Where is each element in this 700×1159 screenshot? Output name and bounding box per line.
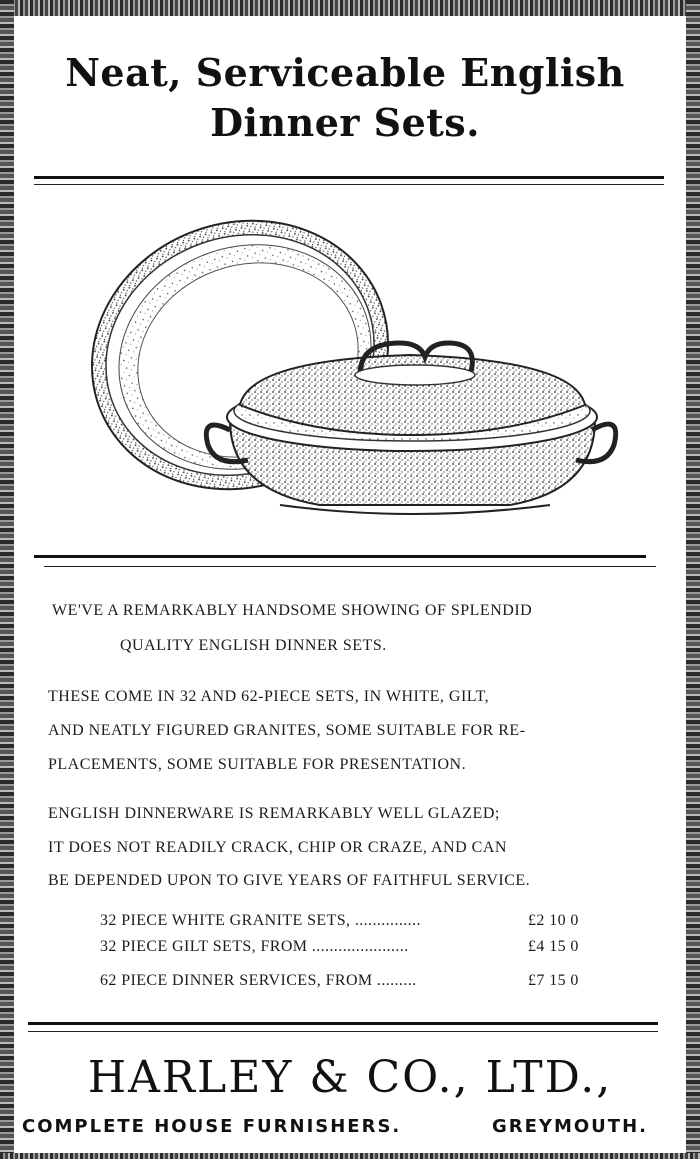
glaze-line-1: ENGLISH DINNERWARE IS REMARKABLY WELL GLAZED; bbox=[48, 805, 500, 822]
company-town: GREYMOUTH. bbox=[492, 1116, 648, 1137]
ornamental-border-left bbox=[0, 0, 14, 1159]
rule-top-thin bbox=[34, 184, 664, 185]
ornamental-border-bottom bbox=[0, 1153, 700, 1159]
rule-top-thick bbox=[34, 176, 664, 179]
intro-line-2: QUALITY ENGLISH DINNER SETS. bbox=[120, 637, 387, 654]
price-label: 32 PIECE GILT SETS, FROM ...................... bbox=[100, 938, 409, 955]
sets-line-1: THESE COME IN 32 AND 62-PIECE SETS, IN WHITE, GILT, bbox=[48, 688, 490, 705]
ornamental-border-top bbox=[0, 0, 700, 16]
company-name: HARLEY & CO., LTD., bbox=[87, 1052, 613, 1103]
dinner-set-illustration bbox=[80, 205, 640, 525]
price-amount: £7 15 0 bbox=[528, 972, 579, 989]
sets-line-3: PLACEMENTS, SOME SUITABLE FOR PRESENTATION. bbox=[48, 756, 467, 773]
ornamental-border-right bbox=[686, 0, 700, 1159]
price-label: 62 PIECE DINNER SERVICES, FROM ......... bbox=[100, 972, 417, 989]
intro-line-1: WE'VE A REMARKABLY HANDSOME SHOWING OF SPLENDID bbox=[52, 602, 533, 619]
company-tagline: COMPLETE HOUSE FURNISHERS. bbox=[22, 1116, 402, 1137]
price-label: 32 PIECE WHITE GRANITE SETS, ............... bbox=[100, 912, 421, 929]
price-amount: £2 10 0 bbox=[528, 912, 579, 929]
glaze-line-2: IT DOES NOT READILY CRACK, CHIP OR CRAZE, AND CAN bbox=[48, 839, 507, 856]
rule-bottom-thin bbox=[28, 1031, 658, 1032]
rule-middle-thin bbox=[44, 566, 656, 567]
rule-middle-thick bbox=[34, 555, 646, 558]
price-amount: £4 15 0 bbox=[528, 938, 579, 955]
headline-line-2: Dinner Sets. bbox=[210, 100, 480, 145]
glaze-line-3: BE DEPENDED UPON TO GIVE YEARS OF FAITHFUL SERVICE. bbox=[48, 872, 531, 889]
headline-line-1: Neat, Serviceable English bbox=[65, 50, 625, 95]
rule-bottom-thick bbox=[28, 1022, 658, 1025]
sets-line-2: AND NEATLY FIGURED GRANITES, SOME SUITABLE FOR RE- bbox=[48, 722, 526, 739]
